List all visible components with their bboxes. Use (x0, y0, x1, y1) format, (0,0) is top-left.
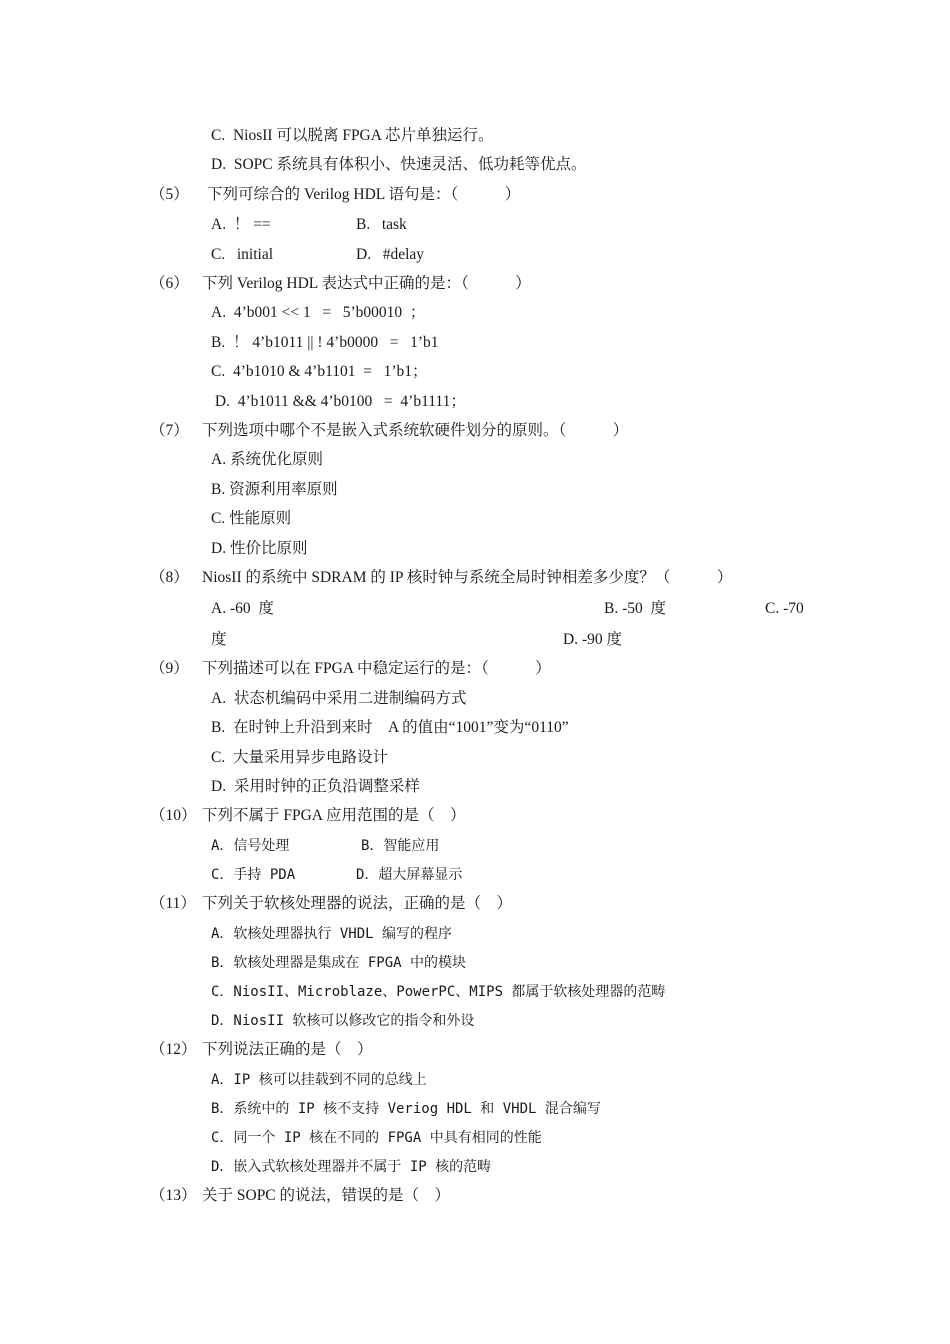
q4-option-c: C. NiosII 可以脱离 FPGA 芯片单独运行。 (211, 127, 494, 144)
q10-option-a: A．信号处理 (211, 838, 290, 854)
q11-option-a: A．软核处理器执行 VHDL 编写的程序 (211, 926, 453, 942)
q7-option-b: B. 资源利用率原则 (211, 481, 338, 498)
q10-stem: 下列不属于 FPGA 应用范围的是（ ） (202, 807, 466, 824)
q8-option-d: D. -90 度 (563, 631, 622, 648)
q8-option-b: B. -50 度 (604, 600, 667, 617)
q10-number: （10） (150, 807, 197, 824)
q12-stem: 下列说法正确的是（ ） (202, 1041, 373, 1058)
q7-option-a: A. 系统优化原则 (211, 451, 323, 468)
q9-stem: 下列描述可以在 FPGA 中稳定运行的是：（ ） (202, 660, 551, 677)
q6-option-d: D. 4’b1011 && 4’b0100 = 4’b1111； (211, 393, 466, 410)
q7-option-d: D. 性价比原则 (211, 540, 308, 557)
q9-option-b: B. 在时钟上升沿到来时 A 的值由“1001”变为“0110” (211, 719, 569, 736)
q4-option-d: D. SOPC 系统具有体积小、快速灵活、低功耗等优点。 (211, 156, 587, 173)
q7-stem: 下列选项中哪个不是嵌入式系统软硬件划分的原则。（ ） (202, 422, 629, 439)
q8-option-c-unit: 度 (211, 631, 227, 648)
q10-option-d: D．超大屏幕显示 (356, 867, 463, 883)
q8-option-c: C. -70 (765, 600, 804, 617)
q9-option-c: C. 大量采用异步电路设计 (211, 749, 388, 766)
q12-option-d: D．嵌入式软核处理器并不属于 IP 核的范畴 (211, 1159, 492, 1175)
q5-number: （5） (150, 186, 189, 203)
q10-option-b: B．智能应用 (361, 838, 440, 854)
q5-option-b: B. task (356, 216, 407, 233)
q5-option-d: D. #delay (356, 246, 425, 263)
q9-number: （9） (150, 660, 189, 677)
q9-option-a: A. 状态机编码中采用二进制编码方式 (211, 690, 467, 707)
q6-stem: 下列 Verilog HDL 表达式中正确的是：（ ） (202, 275, 531, 292)
q11-option-d: D．NiosII 软核可以修改它的指令和外设 (211, 1013, 475, 1029)
q5-stem: 下列可综合的 Verilog HDL 语句是：（ ） (207, 186, 521, 203)
q6-option-a: A. 4’b001 << 1 = 5’b00010 ； (211, 304, 426, 321)
q13-stem: 关于 SOPC 的说法，错误的是（ ） (202, 1187, 451, 1204)
q13-number: （13） (150, 1187, 197, 1204)
q8-number: （8） (150, 569, 189, 586)
q12-number: （12） (150, 1041, 197, 1058)
q12-option-b: B．系统中的 IP 核不支持 Veriog HDL 和 VHDL 混合编写 (211, 1101, 601, 1117)
q11-number: （11） (150, 895, 196, 912)
q6-option-c: C. 4’b1010 & 4’b1101 = 1’b1； (211, 363, 428, 380)
q10-option-c: C．手持 PDA (211, 867, 296, 883)
q11-option-b: B．软核处理器是集成在 FPGA 中的模块 (211, 955, 467, 971)
q6-number: （6） (150, 275, 189, 292)
q7-option-c: C. 性能原则 (211, 510, 292, 527)
q11-stem: 下列关于软核处理器的说法，正确的是（ ） (202, 895, 513, 912)
q12-option-c: C．同一个 IP 核在不同的 FPGA 中具有相同的性能 (211, 1130, 542, 1146)
q12-option-a: A．IP 核可以挂载到不同的总线上 (211, 1072, 427, 1088)
q6-option-b: B. ！ 4’b1011 || ! 4’b0000 = 1’b1 (211, 334, 439, 351)
q8-option-a: A. -60 度 (211, 600, 274, 617)
q11-option-c: C．NiosII、Microblaze、PowerPC、MIPS 都属于软核处理器的范畴 (211, 984, 666, 1000)
q5-option-c: C. initial (211, 246, 273, 263)
q7-number: （7） (150, 422, 189, 439)
q9-option-d: D. 采用时钟的正负沿调整采样 (211, 778, 420, 795)
q8-stem: NiosII 的系统中 SDRAM 的 IP 核时钟与系统全局时钟相差多少度？（ ） (202, 569, 733, 586)
q5-option-a: A. ！ == (211, 216, 271, 233)
